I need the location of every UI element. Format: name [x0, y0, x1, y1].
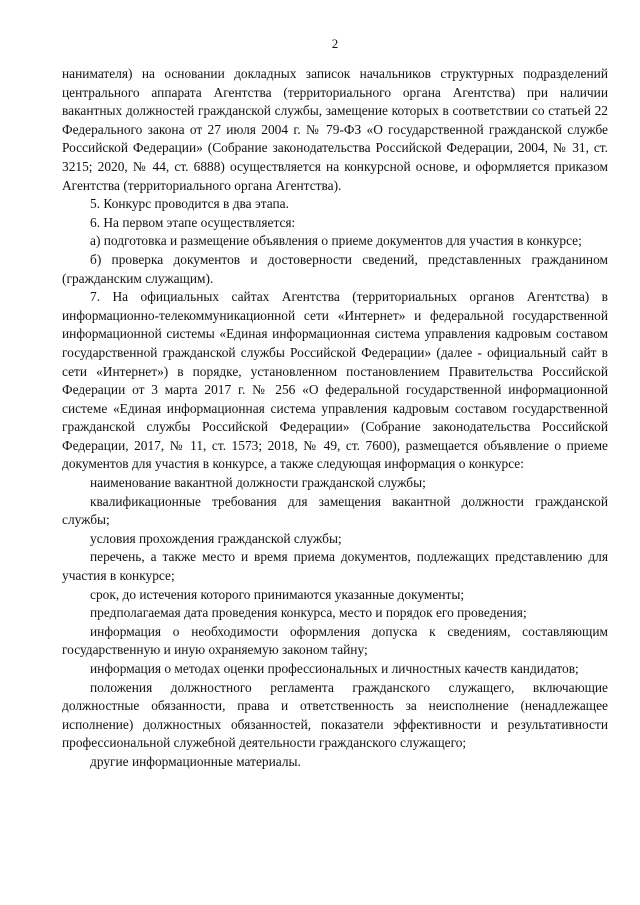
list-item-documents-list: перечень, а также место и время приема документов, подлежащих представлению для участия в конкурсе;	[62, 549, 608, 584]
paragraph-7: 7. На официальных сайтах Агентства (территориальных органов Агентства) в информационно-телекоммуникационной сети «Интернет» и федеральной государственной информационной системы «Единая информационная система управления кадровым составом государственной гражданской службы Российской Федерации» (далее - официальный сайт в сети «Интернет») в порядке, установленном постановлением Правительства Российской Федерации от 3 марта 2017 г. № 256 «О федеральной государственной информационной системе «Единая информационная система управления кадровым составом государственной гражданской службы Российской Федерации» (Собрание законодательства Российской Федерации, 2017, № 11, ст. 1573; 2018, № 49, ст. 7600), размещается объявление о приеме документов для участия в конкурсе, а также следующая информация о конкурсе:	[62, 289, 608, 472]
document-body	[62, 65, 608, 772]
list-item-other-materials: другие информационные материалы.	[90, 753, 301, 769]
list-item-vacancy-name: наименование вакантной должности гражданской службы;	[90, 475, 426, 491]
list-item-assessment-methods: информация о методах оценки профессиональных и личностных качеств кандидатов;	[90, 661, 579, 676]
paragraph-6a: а) подготовка и размещение объявления о приеме документов для участия в конкурсе;	[90, 233, 582, 249]
list-item-clearance: информация о необходимости оформления допуска к сведениям, составляющим государственную и иную охраняемую законом тайну;	[62, 623, 608, 658]
list-item-qualification: квалификационные требования для замещения вакантной должности гражданской службы;	[62, 493, 608, 528]
paragraph-6: 6. На первом этапе осуществляется:	[90, 214, 296, 230]
list-item-deadline: срок, до истечения которого принимаются указанные документы;	[90, 586, 465, 602]
list-item-service-conditions: условия прохождения гражданской службы;	[90, 530, 342, 546]
page-number: 2	[331, 36, 339, 51]
paragraph-continuation: нанимателя) на основании докладных записок начальников структурных подразделений центрального аппарата Агентства (территориального органа Агентства) при наличии вакантных должностей гражданской службы, замещение которых в соответствии со статьей 22 Федерального закона от 27 июля 2004 г. № 79-ФЗ «О государственной гражданской службе Российской Федерации» (Собрание законодательства Российской Федерации, 2004, № 31, ст. 3215; 2020, № 44, ст. 6888) осуществляется на конкурсной основе, и оформляется приказом Агентства (территориального органа Агентства).	[62, 66, 608, 193]
list-item-job-regulation: положения должностного регламента гражданского служащего, включающие должностные обязанности, права и ответственность за неисполнение (ненадлежащее исполнение) должностных обязанностей, показатели эффективности и результативности профессиональной служебной деятельности гражданского служащего;	[62, 679, 608, 751]
list-item-date-place: предполагаемая дата проведения конкурса, место и порядок его проведения;	[90, 605, 527, 621]
paragraph-5: 5. Конкурс проводится в два этапа.	[90, 196, 289, 212]
paragraph-6b: б) проверка документов и достоверности сведений, представленных гражданином (гражданским служащим).	[62, 251, 608, 286]
